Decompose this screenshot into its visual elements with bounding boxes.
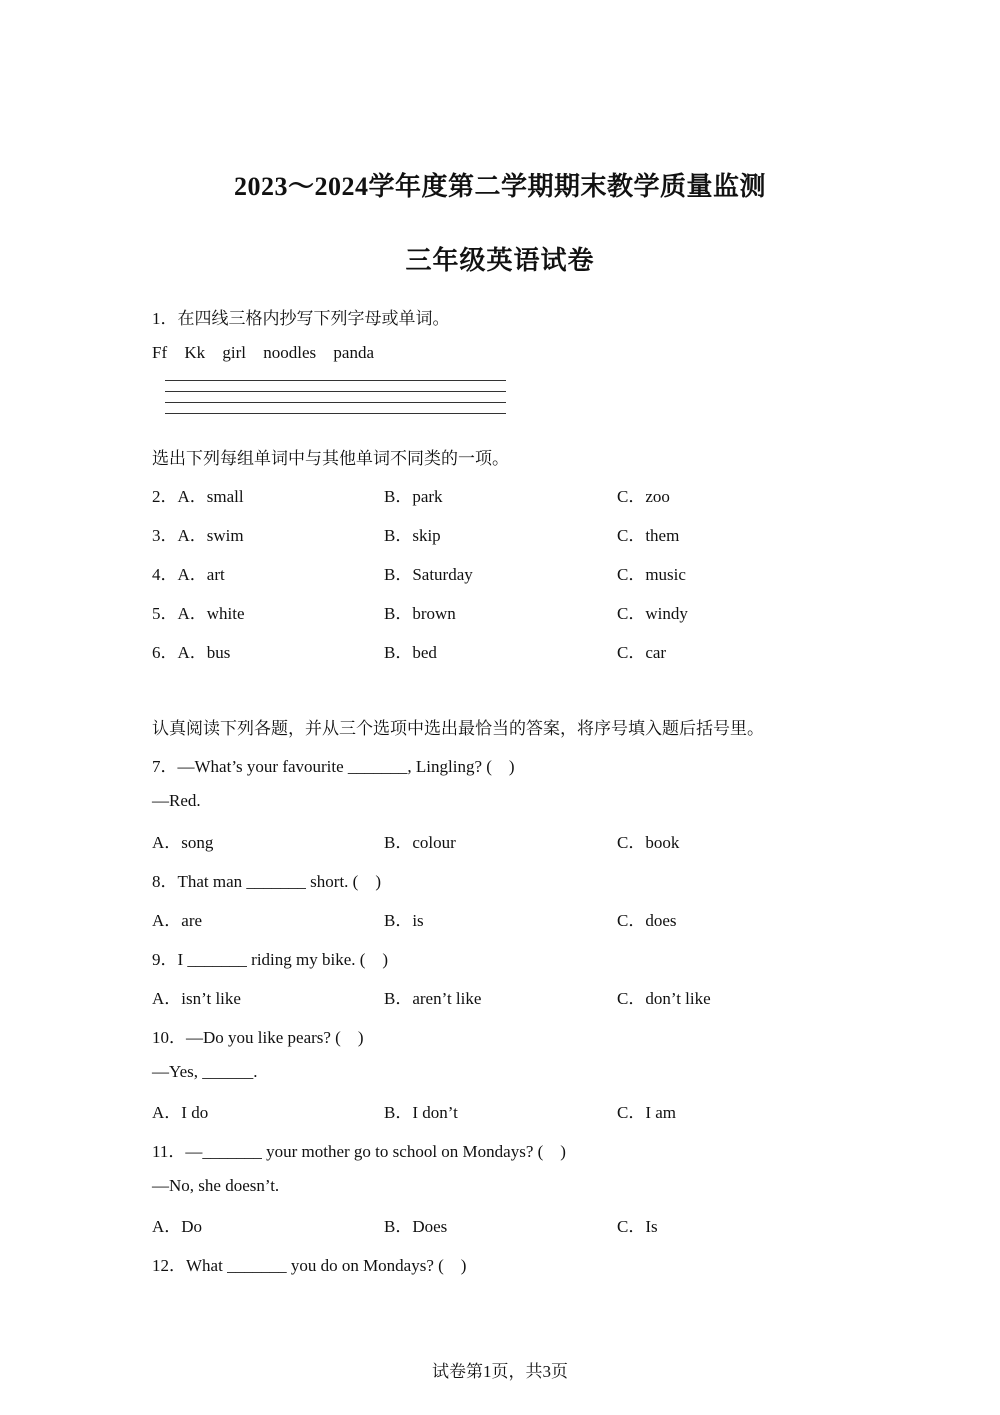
q5-option-a: 5．A．white [152,604,245,623]
q3-option-a: 3．A．swim [152,526,244,545]
q10-option-c: C．I am [617,1103,677,1122]
q8-option-c: C．does [617,911,677,930]
q7-option-c: C．book [617,833,680,852]
exam-title: 2023～2024学年度第二学期期末教学质量监测 [233,172,766,201]
q1-word: panda [333,343,374,362]
q9-option-a: A．isn’t like [152,989,241,1008]
q10-stem: 10．—Do you like pears? ( ) [152,1028,364,1047]
grid-line [165,402,506,403]
q6-option-c: C．car [617,643,667,662]
q11-option-a: A．Do [152,1217,203,1236]
q10-reply: —Yes, ______. [152,1062,258,1081]
q4-option-c: C．music [617,565,686,584]
q6-option-a: 6．A．bus [152,643,231,662]
q9-option-c: C．don’t like [617,989,711,1008]
q11-reply: —No, she doesn’t. [152,1176,280,1195]
q1-word: Ff [152,343,168,362]
q6-option-b: B．bed [384,643,437,662]
q3-option-c: C．them [617,526,680,545]
q12-stem: 12．What _______ you do on Mondays? ( ) [152,1256,467,1275]
q5-option-c: C．windy [617,604,688,623]
q8-option-b: B．is [384,911,424,930]
page-footer: 试卷第1页，共3页 [432,1362,568,1381]
q2-option-a: 2．A．small [152,487,244,506]
grid-line [165,380,506,381]
q2-option-b: B．park [384,487,443,506]
q2-option-c: C．zoo [617,487,670,506]
q7-reply: —Red. [152,791,201,810]
section3-instruction: 认真阅读下列各题，并从三个选项中选出最恰当的答案，将序号填入题后括号里。 [152,719,764,738]
section2-instruction: 选出下列每组单词中与其他单词不同类的一项。 [152,449,509,468]
q7-stem: 7．—What’s your favourite _______, Lingling? ( ) [152,757,515,776]
q7-option-b: B．colour [384,833,456,852]
q1-word: Kk [184,343,206,362]
q4-option-b: B．Saturday [384,565,473,584]
q9-option-b: B．aren’t like [384,989,482,1008]
exam-subtitle: 三年级英语试卷 [405,246,595,275]
q5-option-b: B．brown [384,604,456,623]
q11-stem: 11．—_______ your mother go to school on Mondays? ( ) [152,1142,566,1161]
q1-word-list [152,343,387,363]
q9-stem: 9．I _______ riding my bike. ( ) [152,950,389,969]
q10-option-b: B．I don’t [384,1103,458,1122]
q8-option-a: A．are [152,911,203,930]
q1-word: girl [222,343,247,362]
q1-word: noodles [263,343,317,362]
q10-option-a: A．I do [152,1103,209,1122]
q11-option-c: C．Is [617,1217,658,1236]
q4-option-a: 4．A．art [152,565,225,584]
q3-option-b: B．skip [384,526,441,545]
q7-option-a: A．song [152,833,214,852]
q8-stem: 8．That man _______ short. ( ) [152,872,381,891]
grid-line [165,413,506,414]
q1-prompt: 1．在四线三格内抄写下列字母或单词。 [152,309,450,328]
grid-line [165,391,506,392]
q11-option-b: B．Does [384,1217,448,1236]
